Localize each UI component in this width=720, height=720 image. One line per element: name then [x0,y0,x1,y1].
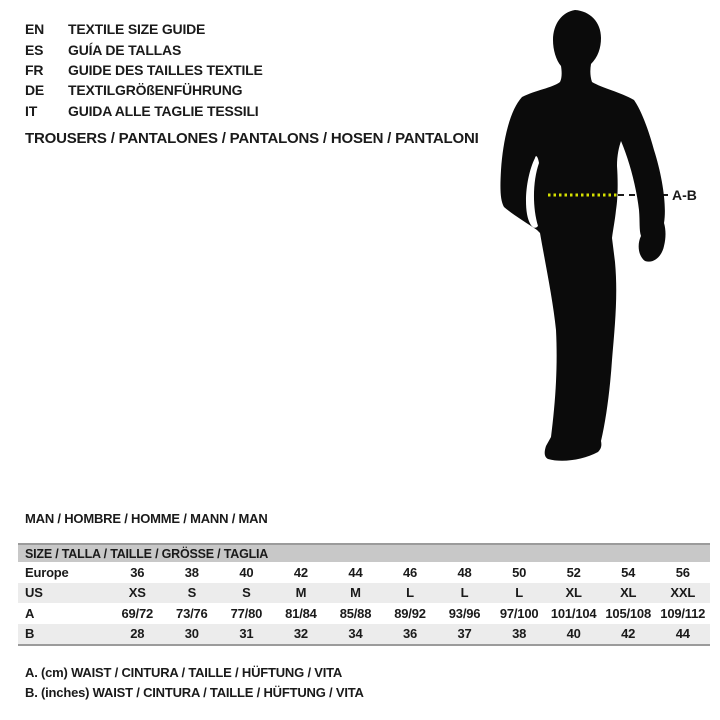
language-row [25,101,263,121]
size-cell: 31 [239,626,254,642]
size-cell: S [187,585,197,601]
size-cell: 73/76 [176,605,208,621]
size-cell: XL [620,585,637,601]
size-cell: 81/84 [285,605,317,621]
man-silhouette-svg [440,0,720,500]
size-cell: 28 [130,626,145,642]
language-code: IT [25,102,38,119]
size-cell: 36 [130,564,145,580]
size-cell: 44 [348,564,363,580]
size-cell: XS [128,585,146,601]
size-cell: 34 [348,626,363,642]
language-code: FR [25,61,44,78]
size-cell: 36 [402,626,418,642]
size-cell: 69/72 [121,605,154,621]
size-cell: 52 [566,564,581,580]
size-cell: 42 [293,564,308,580]
language-label: GUÍA DE TALLAS [68,41,182,58]
table-row-b-inches [18,624,710,645]
size-cell: L [460,585,469,601]
note-b: B. (inches) WAIST / CINTURA / TAILLE / HÜFTUNG / VITA [25,685,364,701]
size-cell: 30 [184,626,199,642]
language-label: TEXTILE SIZE GUIDE [68,21,206,38]
size-cell: 40 [239,564,254,580]
measure-label: A-B [672,187,697,203]
man-silhouette-figure [440,0,720,500]
language-code: ES [25,41,44,58]
size-cell: M [350,585,361,601]
row-label: B [25,626,35,642]
size-cell: 38 [184,564,199,580]
size-cell: L [515,585,523,601]
language-label: TEXTILGRÖßENFÜHRUNG [68,82,243,99]
table-row-us [18,583,710,604]
size-cell: 89/92 [394,605,426,621]
language-code: DE [25,82,45,99]
language-label: GUIDE DES TAILLES TEXTILE [68,61,263,78]
size-cell: 56 [675,564,690,580]
size-cell: 93/96 [448,605,481,621]
language-label: GUIDA ALLE TAGLIE TESSILI [68,102,259,119]
language-row [25,60,263,80]
size-cell: 85/88 [339,605,372,621]
size-cell: 109/112 [660,605,706,621]
language-code: EN [25,21,45,38]
measurement-notes [25,662,364,703]
size-cell: 105/108 [605,605,651,621]
size-cell: 97/100 [499,605,539,621]
size-cell: 37 [457,626,472,642]
language-row [25,80,263,100]
size-cell: 44 [675,626,690,642]
size-cell: 42 [621,626,636,642]
language-row [25,39,263,59]
table-row-a-cm [18,603,710,624]
category-title: TROUSERS / PANTALONES / PANTALONS / HOSEN / PANTALONI [25,130,479,147]
size-cell: 46 [402,564,418,580]
row-label: Europe [25,564,69,580]
size-cell: 48 [457,564,472,580]
size-cell: 54 [621,564,636,580]
size-cell: M [295,585,307,601]
size-cell: XL [565,585,582,601]
size-cell: L [406,585,414,601]
man-silhouette-path [500,10,665,461]
size-cell: S [242,585,251,601]
table-row-europe [18,562,710,583]
size-cell: 40 [566,626,581,642]
size-cell: 32 [293,626,308,642]
language-list [25,19,263,121]
section-title-man: MAN / HOMBRE / HOMME / MANN / MAN [25,511,268,526]
size-table [18,543,710,646]
row-label: US [25,585,43,601]
language-row [25,19,263,39]
row-label: A [25,605,35,621]
size-cell: 38 [512,626,527,642]
size-cell: 101/104 [550,605,597,621]
size-cell: 77/80 [230,605,263,621]
size-table-header: SIZE / TALLA / TAILLE / GRÖSSE / TAGLIA [18,545,710,562]
size-cell: XXL [670,585,696,601]
note-a: A. (cm) WAIST / CINTURA / TAILLE / HÜFTUNG / VITA [25,664,343,680]
size-cell: 50 [512,564,527,580]
